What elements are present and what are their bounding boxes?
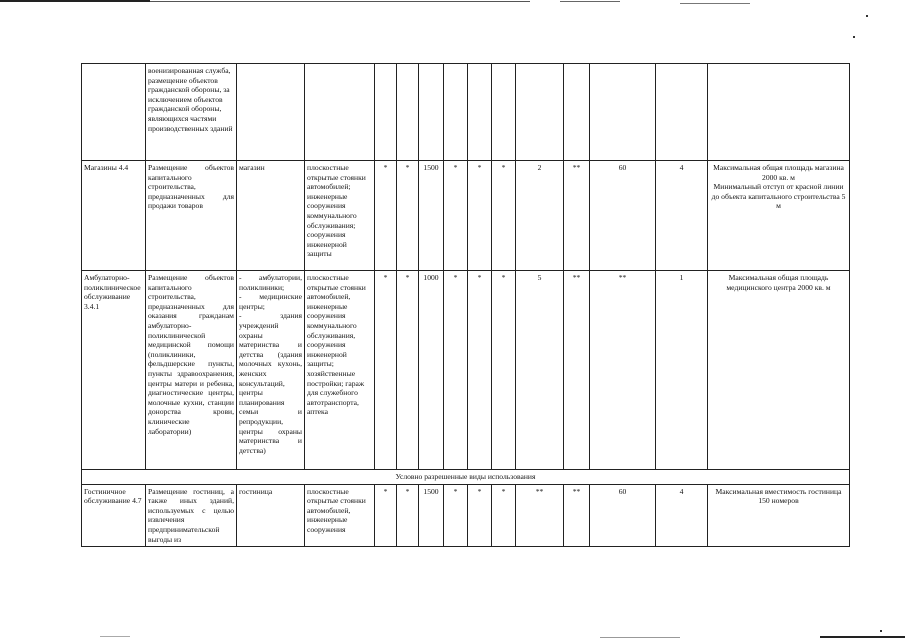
land-use-table [81, 63, 850, 547]
param-cell: * [444, 271, 468, 470]
scan-speck [880, 630, 882, 632]
param-cell: * [397, 161, 419, 271]
auxiliary-objects: плоскостные открытые стоянки автомобилей, инженерные сооружения [305, 484, 375, 547]
param-cell [590, 64, 656, 161]
param-cell [375, 64, 397, 161]
restrictions-note: Максимальная общая площадь магазина 2000 кв. м Минимальный отступ от красной линии до объекта капитального строительства 5 м [708, 161, 850, 271]
param-cell: 60 [590, 161, 656, 271]
auxiliary-objects [305, 64, 375, 161]
use-name: Гостиничное обслуживание 4.7 [82, 484, 146, 547]
scan-speck [853, 36, 855, 38]
param-cell: * [468, 484, 492, 547]
param-cell: ** [564, 271, 590, 470]
param-cell: * [492, 161, 516, 271]
param-cell [444, 64, 468, 161]
table-row [82, 161, 850, 271]
restrictions-note: Максимальная общая площадь медицинского центра 2000 кв. м [708, 271, 850, 470]
param-cell [656, 64, 708, 161]
param-cell [468, 64, 492, 161]
use-description: Размещение гостиниц, а также иных зданий, используемых с целью извлечения предпринимательской выгоды из [146, 484, 237, 547]
param-cell: 60 [590, 484, 656, 547]
param-cell: * [468, 271, 492, 470]
use-description: военизированная служба, размещение объектов гражданской обороны, за исключением объектов гражданской обороны, являющихся частями производственных зданий [146, 64, 237, 161]
auxiliary-objects: плоскостные открытые стоянки автомобилей, инженерные сооружения коммунального обслуживания, сооружения инженерной защиты; хозяйственные постройки; гараж для служебного автотранспорта, аптека [305, 271, 375, 470]
param-cell: 1500 [419, 161, 444, 271]
param-cell: * [444, 484, 468, 547]
param-cell: ** [516, 484, 564, 547]
param-cell: * [468, 161, 492, 271]
param-cell: 2 [516, 161, 564, 271]
param-cell: ** [564, 161, 590, 271]
use-name: Магазины 4.4 [82, 161, 146, 271]
permitted-objects [237, 64, 305, 161]
param-cell: ** [590, 271, 656, 470]
table-row [82, 64, 850, 161]
scan-edge-bottom-3 [100, 636, 130, 637]
use-description: Размещение объектов капитального строительства, предназначенных для оказания гражданам амбулаторно-поликлинической медицинской помощи (поликлиники, фельдшерские пункты, пункты здравоохранения, центры матери и ребенка, диагностические центры, молочные кухни, станции донорства крови, клинические лаборатории) [146, 271, 237, 470]
scan-edge-top-4 [680, 3, 750, 4]
section-title: Условно разрешенные виды использования [82, 470, 850, 485]
scan-edge-bottom [820, 636, 905, 638]
param-cell: 1000 [419, 271, 444, 470]
permitted-objects: магазин [237, 161, 305, 271]
param-cell: * [375, 484, 397, 547]
param-cell: * [492, 271, 516, 470]
param-cell: 4 [656, 484, 708, 547]
param-cell [397, 64, 419, 161]
param-cell [419, 64, 444, 161]
scan-speck [866, 15, 868, 17]
param-cell: * [397, 484, 419, 547]
use-name [82, 64, 146, 161]
param-cell: * [444, 161, 468, 271]
param-cell: 1500 [419, 484, 444, 547]
param-cell: * [375, 161, 397, 271]
param-cell [564, 64, 590, 161]
param-cell: * [397, 271, 419, 470]
permitted-objects: - амбулатории, поликлиники; - медицинские центры; - здания учреждений охраны материнства и детства (здания молочных кухонь, женских консультаций, центры планирования семьи и репродукции, центры охраны материнства и детства) [237, 271, 305, 470]
restrictions-note: Максимальная вместимость гостиница 150 номеров [708, 484, 850, 547]
scan-edge-top-2 [150, 1, 530, 2]
scan-edge-top [0, 0, 150, 2]
param-cell: ** [564, 484, 590, 547]
param-cell: 1 [656, 271, 708, 470]
restrictions-note [708, 64, 850, 161]
permitted-objects: гостиница [237, 484, 305, 547]
param-cell: 5 [516, 271, 564, 470]
table-row [82, 484, 850, 547]
param-cell: * [492, 484, 516, 547]
table-row [82, 271, 850, 470]
scan-edge-bottom-2 [600, 637, 680, 638]
param-cell: * [375, 271, 397, 470]
param-cell [492, 64, 516, 161]
auxiliary-objects: плоскостные открытые стоянки автомобилей; инженерные сооружения коммунального обслуживания; сооружения инженерной защиты [305, 161, 375, 271]
scan-edge-top-3 [560, 1, 620, 2]
use-name: Амбулаторно-поликлиническое обслуживание 3.4.1 [82, 271, 146, 470]
use-description: Размещение объектов капитального строительства, предназначенных для продажи товаров [146, 161, 237, 271]
param-cell [516, 64, 564, 161]
param-cell: 4 [656, 161, 708, 271]
section-header-row [82, 470, 850, 485]
